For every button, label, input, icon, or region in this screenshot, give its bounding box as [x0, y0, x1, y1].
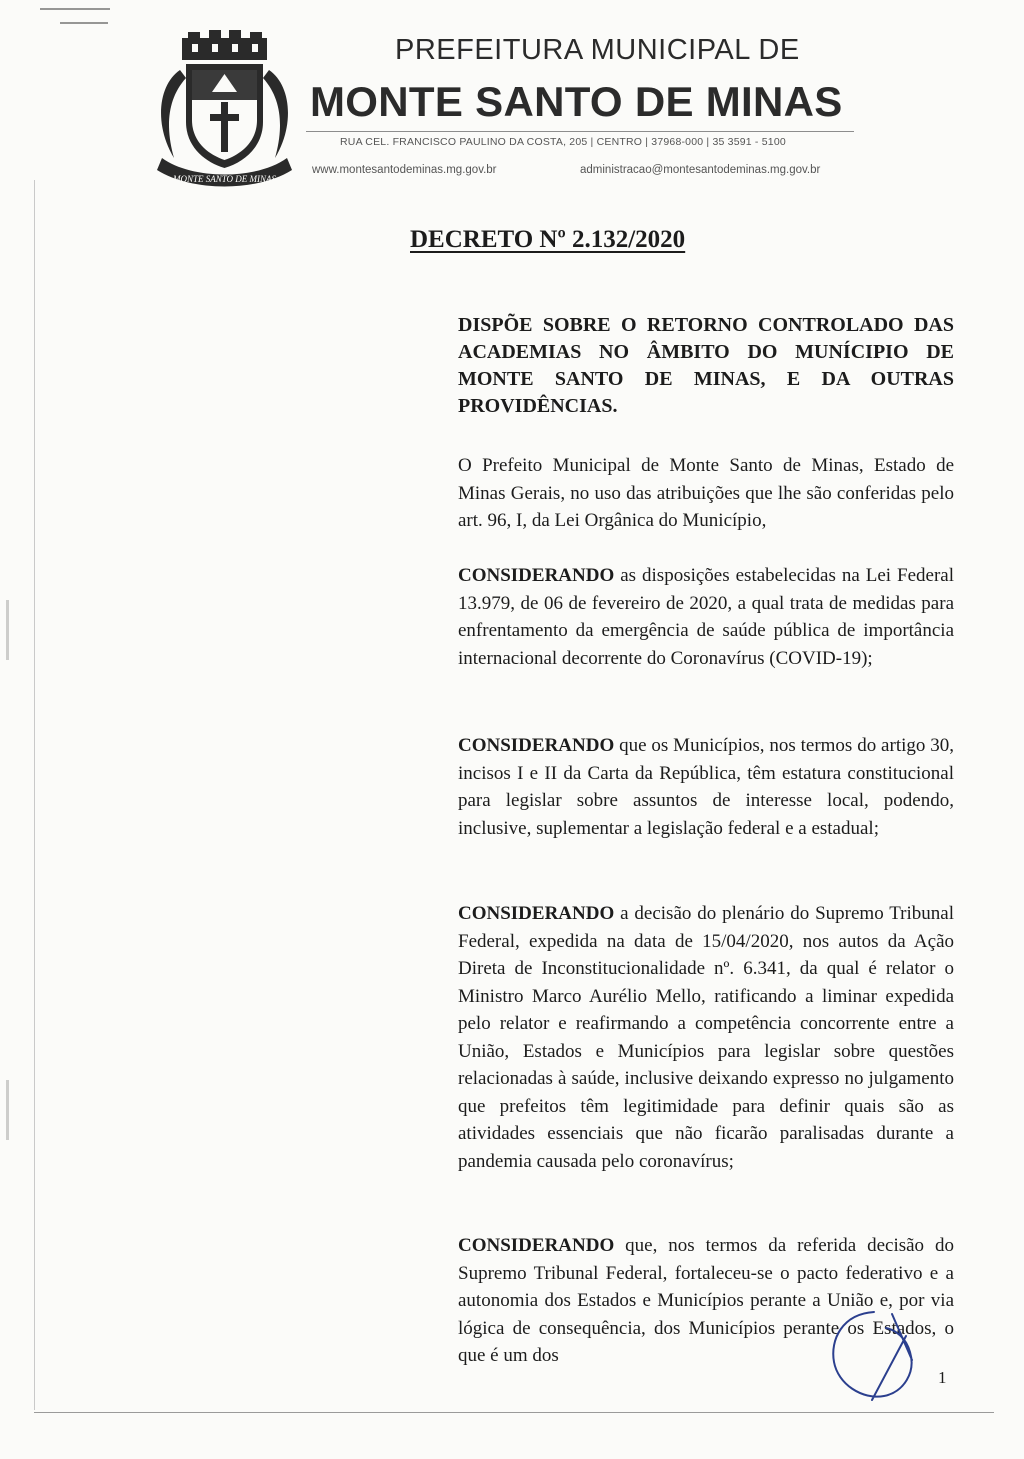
scan-speck	[6, 1080, 9, 1140]
considerando-text: as disposições estabelecidas na Lei Federal 13.979, de 06 de fevereiro de 2020, a qual trata de medidas para enfrentamento da emergência de saúde pública de importância internacional decorrente do Coronavírus (COVID-19);	[458, 565, 954, 669]
considerando-keyword: CONSIDERANDO	[458, 1235, 615, 1256]
header-email-link[interactable]: administracao@montesantodeminas.mg.gov.br	[580, 164, 821, 176]
considerando-keyword: CONSIDERANDO	[458, 735, 615, 756]
header-divider	[306, 131, 854, 132]
considerando-keyword: CONSIDERANDO	[458, 903, 615, 924]
header-address: RUA CEL. FRANCISCO PAULINO DA COSTA, 205 | CENTRO | 37968-000 | 35 3591 - 5100	[340, 136, 786, 148]
header-line1: PREFEITURA MUNICIPAL DE	[395, 34, 800, 66]
scan-edge-bottom	[34, 1412, 994, 1413]
preamble-paragraph: O Prefeito Municipal de Monte Santo de Minas, Estado de Minas Gerais, no uso das atribuições que lhe são conferidas pelo art. 96, I, da Lei Orgânica do Município,	[458, 455, 954, 531]
crest-ribbon-text: MONTE SANTO DE MINAS	[172, 174, 277, 184]
considerando-paragraph	[458, 562, 954, 672]
scan-edge-left	[34, 180, 35, 1410]
considerando-keyword: CONSIDERANDO	[458, 565, 615, 586]
decree-title: DECRETO Nº 2.132/2020	[410, 226, 686, 253]
header-website-link[interactable]: www.montesantodeminas.mg.gov.br	[312, 164, 497, 176]
scan-speck	[6, 600, 9, 660]
page-number: 1	[938, 1368, 947, 1387]
decree-ementa: DISPÕE SOBRE O RETORNO CONTROLADO DAS ACADEMIAS NO ÂMBITO DO MUNÍCIPIO DE MONTE SANTO DE MINAS, E DA OUTRAS PROVIDÊNCIAS.	[458, 314, 954, 417]
header-line2: MONTE SANTO DE MINAS	[310, 78, 843, 125]
handwritten-circle-mark	[812, 1300, 922, 1410]
considerando-text: a decisão do plenário do Supremo Tribunal Federal, expedida na data de 15/04/2020, nos autos da Ação Direta de Inconstitucionalidade nº. 6.341, da qual é relator o Ministro Marco Aurélio Mello, ratificando a liminar expedida pelo relator e reafirmando a competência concorrente entre a União, Estados e Municípios para legislar sobre questões relacionadas à saúde, inclusive deixando expresso no julgamento que prefeitos têm legitimidade para definir quais são as atividades essenciais que não ficarão paralisadas durante a pandemia causada pelo coronavírus;	[458, 903, 954, 1172]
considerando-paragraph	[458, 900, 954, 1175]
considerando-text: que os Municípios, nos termos do artigo 30, incisos I e II da Carta da República, têm estatura constitucional para legislar sobre assuntos de interesse local, podendo, inclusive, suplementar a legislação federal e a estadual;	[458, 735, 954, 839]
municipal-crest-icon	[152, 30, 297, 190]
considerando-text: que, nos termos da referida decisão do Supremo Tribunal Federal, fortaleceu-se o pacto federativo e a autonomia dos Estados e Municípios perante a União e, por via lógica de consequência, dos Municípios perante os Estados, o que é um dos	[458, 1235, 954, 1366]
scan-speck	[60, 22, 108, 24]
scan-speck	[40, 8, 110, 10]
considerando-paragraph	[458, 732, 954, 842]
